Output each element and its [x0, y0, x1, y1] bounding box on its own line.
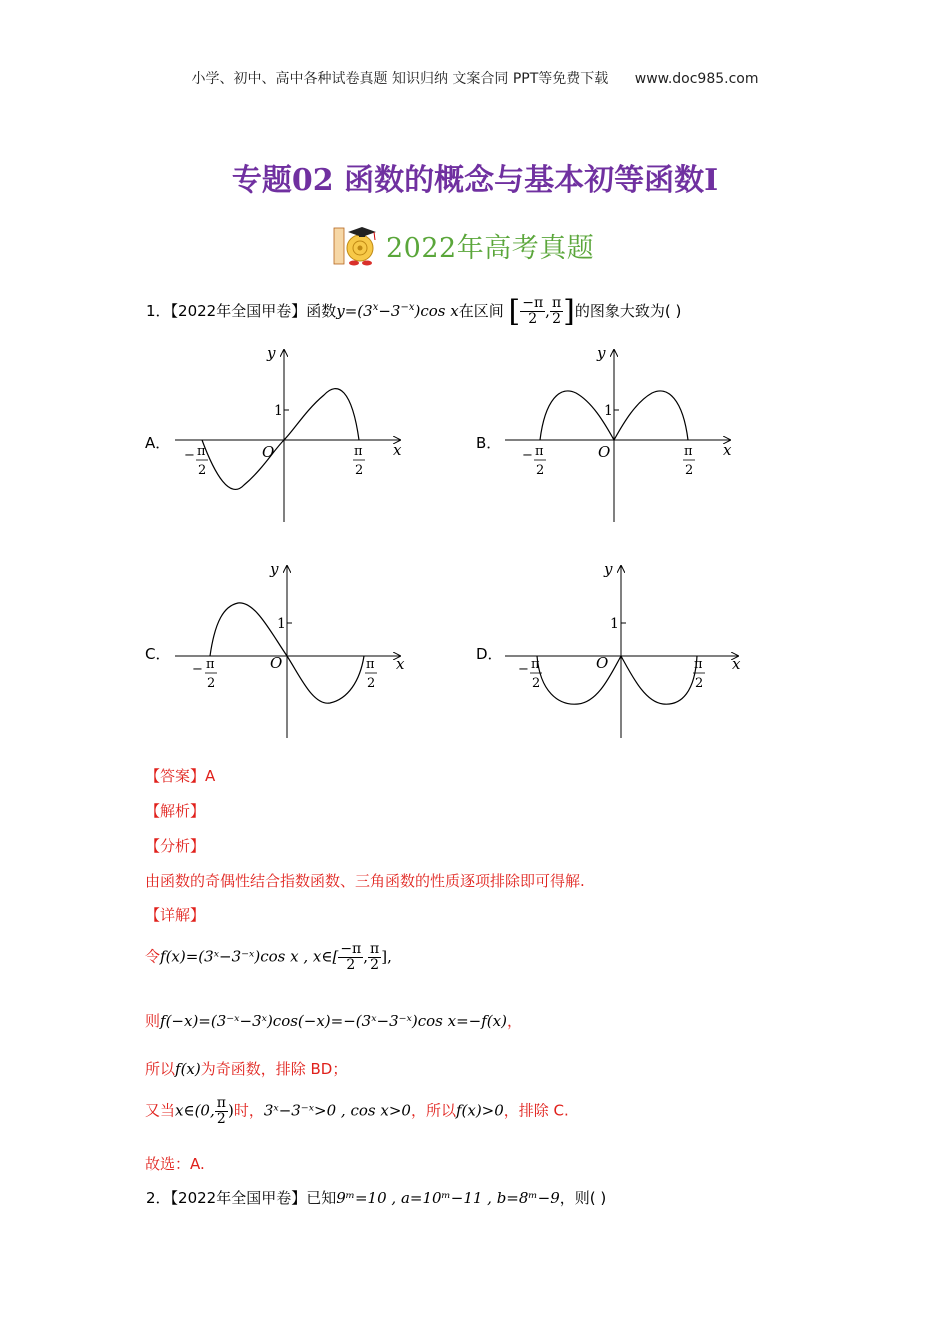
graph-option-c [170, 556, 410, 741]
one-label: 1 [274, 403, 283, 419]
frac-two: 2 [216, 1110, 226, 1127]
frac-pi: π [352, 941, 362, 957]
x-label: x [393, 441, 402, 459]
line4-mid: 时， [233, 1101, 264, 1120]
detail-line-1: 令f(x)=(3ˣ−3⁻ˣ)cos x , x∈[ $\frac{-\pi}{2}$ , $\frac{\pi}{2}$ ], [145, 941, 392, 973]
line1-frac-pos [368, 942, 381, 972]
page-header [0, 68, 950, 88]
fenxi-text: 由函数的奇偶性结合指数函数、三角函数的性质逐项排除即可得解. [145, 872, 585, 890]
line4-frac [215, 1096, 228, 1126]
neg-two: 2 [198, 463, 207, 478]
pos-two: 2 [367, 676, 376, 691]
question-1: 1．【2022年全国甲卷】函数$y=(3^x-3^{-x})\cos$ x在区间 [ $\frac{-\pi}{2}$ , $\frac{\pi}{2}$ ]的图象大致为( ) [146, 294, 682, 329]
origin-label: O [596, 654, 609, 672]
neg-pi: π [206, 657, 215, 672]
answer-label: 【答案】 [145, 767, 206, 785]
neg-two: 2 [536, 463, 545, 478]
header-url[interactable]: www.doc985.com [634, 71, 759, 87]
analysis-label: 【解析】 [145, 802, 206, 820]
origin-label: O [598, 443, 611, 461]
graph-option-b [500, 340, 740, 525]
pos-two: 2 [355, 463, 364, 478]
frac-pi-b: π [370, 941, 380, 957]
neg-pi: π [197, 444, 206, 459]
one-label: 1 [604, 403, 613, 419]
pos-pi: π [354, 444, 363, 459]
line2-end: ， [506, 1012, 522, 1030]
conclusion: 故选：A. [145, 1155, 205, 1173]
origin-label: O [262, 443, 275, 461]
line4-lead: 又当 [145, 1101, 176, 1120]
q1-sup2: −x [400, 302, 415, 313]
q1-func-part: y=(3 [336, 302, 373, 320]
q1-number: 1． [146, 302, 171, 320]
detail-line-3 [145, 1058, 347, 1079]
line3-lead: 所以 [145, 1060, 176, 1078]
q1-lead: 函数 [306, 302, 337, 320]
line4-math3: f(x)>0 [455, 1101, 504, 1120]
neg-two: 2 [532, 676, 541, 691]
q2-number: 2． [146, 1189, 171, 1207]
neg-two: 2 [207, 676, 216, 691]
q1-frac-pi-over-2 [550, 296, 563, 326]
q1-func-tail: )cos x [414, 302, 459, 320]
q1-source: 【2022年全国甲卷】 [170, 302, 307, 320]
neg-sign: − [522, 448, 533, 463]
graph-option-d [500, 556, 745, 741]
line4-math: x∈(0, [175, 1101, 215, 1120]
option-d-label[interactable]: D． [476, 645, 503, 663]
one-label: 1 [610, 616, 619, 632]
neg-sign: − [184, 448, 195, 463]
line3-end: 为奇函数，排除 BD； [200, 1060, 348, 1078]
q1-func-mid: −3 [378, 302, 401, 320]
neg-pi: π [531, 657, 540, 672]
line2-lead: 则 [145, 1012, 161, 1030]
pos-two: 2 [695, 676, 704, 691]
q2-math: 9ᵐ=10 , a=10ᵐ−11 , b=8ᵐ−9 [336, 1189, 560, 1207]
y-label: y [597, 344, 606, 362]
q2-source: 【2022年全国甲卷】 [170, 1189, 307, 1207]
banner-text: 2022年高考真题 [386, 232, 595, 264]
option-b-label[interactable]: B． [476, 434, 502, 452]
y-label: y [270, 560, 279, 578]
line4-mid2: ，所以 [410, 1101, 456, 1120]
line4-math2: 3ˣ−3⁻ˣ>0 , cos x>0 [263, 1101, 411, 1120]
one-label: 1 [277, 616, 286, 632]
pos-two: 2 [685, 463, 694, 478]
frac-minus: − [340, 941, 353, 957]
neg-pi: π [535, 444, 544, 459]
graph-option-a [170, 340, 410, 525]
answer-line [145, 765, 215, 786]
graduate-mascot-icon [330, 222, 380, 268]
y-label: y [267, 344, 276, 362]
q1-frac-neg-pi-over-2 [520, 296, 545, 326]
pos-pi: π [694, 657, 703, 672]
fenxi-label: 【分析】 [145, 837, 206, 855]
line1-frac-neg [338, 942, 363, 972]
option-c-label[interactable]: C． [145, 645, 171, 663]
neg-sign: − [518, 662, 529, 677]
line4-end: ，排除 C. [503, 1101, 569, 1120]
q2-lead: 已知 [306, 1189, 337, 1207]
curve-d [537, 656, 697, 704]
frac-two: 2 [346, 956, 356, 973]
line3-math: f(x) [175, 1060, 201, 1078]
x-label: x [732, 655, 741, 673]
pos-pi: π [684, 444, 693, 459]
frac-minus: − [522, 295, 534, 312]
bracket-left: [ [508, 294, 521, 329]
q2-tail: ，则( ) [559, 1189, 607, 1207]
q1-function [336, 302, 458, 320]
neg-sign: − [192, 662, 203, 677]
detail-label: 【详解】 [145, 906, 206, 924]
line2-math: f(−x)=(3⁻ˣ−3ˣ)cos(−x)=−(3ˣ−3⁻ˣ)cos x=−f(x) [160, 1012, 507, 1030]
origin-label: O [270, 654, 283, 672]
header-text: 小学、初中、高中各种试卷真题 知识归纳 文案合同 PPT等免费下载 [191, 71, 609, 87]
q1-ask: 的图象大致为( ) [574, 302, 682, 320]
frac-pi: π [216, 1095, 226, 1111]
question-2 [146, 1187, 606, 1208]
option-a-label[interactable]: A． [145, 434, 171, 452]
line1-lead: 令 [145, 947, 161, 966]
section-banner [330, 222, 594, 268]
answer-value: A [205, 767, 216, 785]
y-label: y [604, 560, 613, 578]
q1-sup1: x [372, 302, 379, 313]
frac-two-b: 2 [552, 311, 562, 327]
line1-math: f(x)=(3ˣ−3⁻ˣ)cos x , x∈[ [160, 947, 339, 966]
frac-pi-b: π [551, 295, 562, 312]
frac-two: 2 [528, 311, 538, 327]
bracket-right: ] [563, 294, 575, 329]
detail-line-4: 又当x∈(0, $\frac{\pi}{2}$ )时，3ˣ−3⁻ˣ>0 , cos x>0，所以f(x)>0，排除 C. [145, 1095, 569, 1127]
frac-two-b: 2 [370, 956, 380, 973]
pos-pi: π [366, 657, 375, 672]
detail-line-2 [145, 1010, 522, 1031]
page-title: 专题02 函数的概念与基本初等函数I [231, 163, 719, 198]
x-label: x [723, 441, 732, 459]
q1-interval-lead: 在区间 [458, 302, 504, 320]
x-label: x [396, 655, 405, 673]
frac-pi: π [533, 295, 544, 312]
